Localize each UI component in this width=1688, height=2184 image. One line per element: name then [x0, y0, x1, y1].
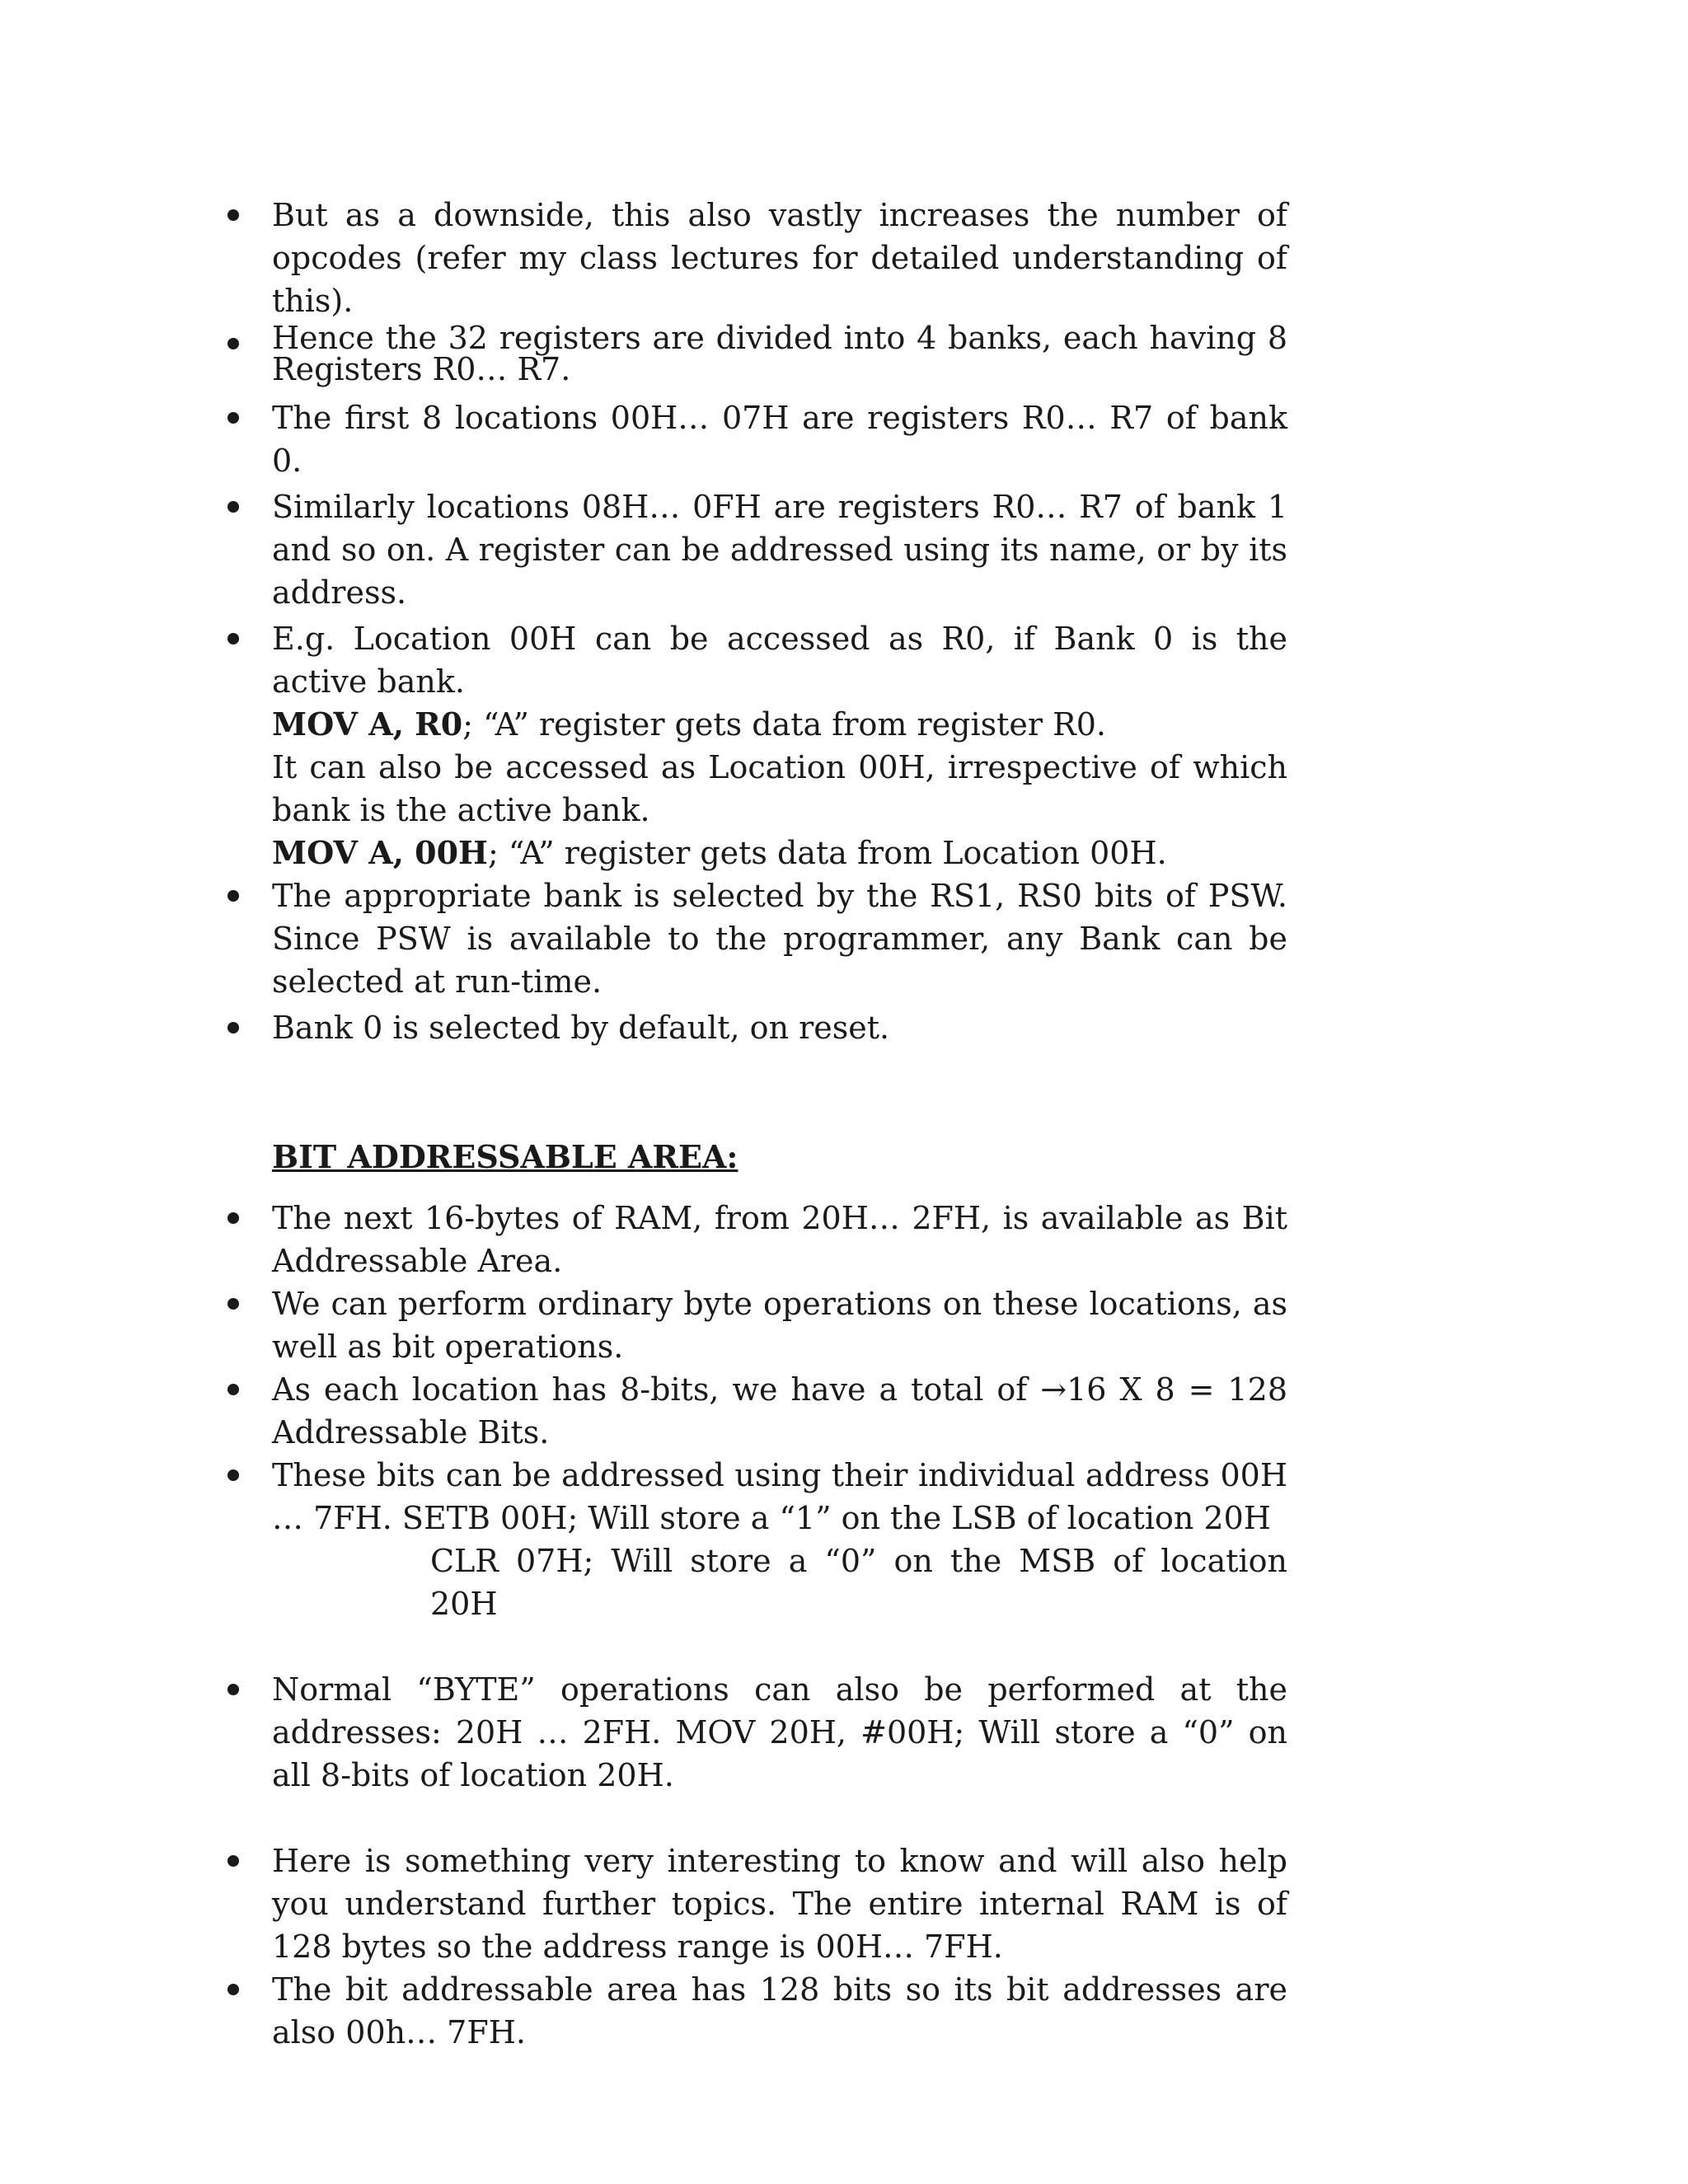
bullet-icon	[227, 1212, 239, 1224]
list-item: The first 8 locations 00H… 07H are registers R0… R7 of bank 0.	[224, 396, 1287, 482]
document-body	[224, 194, 1287, 2054]
list-item: Similarly locations 08H… 0FH are registers R0… R7 of bank 1 and so on. A register can be addressed using its name, or by its address.	[224, 485, 1287, 614]
section-heading: BIT ADDRESSABLE AREA:	[272, 1138, 738, 1175]
list-item: We can perform ordinary byte operations on these locations, as well as bit operations.	[224, 1282, 1287, 1368]
list-item: The appropriate bank is selected by the RS1, RS0 bits of PSW. Since PSW is available to the programmer, any Bank can be selected at run-time.	[224, 874, 1287, 1003]
bullet-icon	[227, 1984, 239, 1995]
bullet-icon	[227, 501, 239, 513]
bullet-icon	[227, 633, 239, 644]
list-item: But as a downside, this also vastly increases the number of opcodes (refer my class lectures for detailed understanding of this).	[224, 194, 1287, 322]
bullet-icon	[227, 890, 239, 902]
list-item: Normal “BYTE” operations can also be performed at the addresses: 20H … 2FH. MOV 20H, #00H; Will store a “0” on all 8-bits of location 20H.	[224, 1668, 1287, 1797]
list-item: Bank 0 is selected by default, on reset.	[224, 1006, 1287, 1049]
code-example: MOV A, 00H; “A” register gets data from Location 00H.	[272, 834, 1167, 871]
arrow-right-icon: →	[1040, 1371, 1067, 1408]
bit-addressable-list	[224, 1197, 1287, 1625]
list-item: Hence the 32 registers are divided into 4 banks, each having 8 Registers R0… R7.	[224, 322, 1287, 385]
list-item: Here is something very interesting to know and will also help you understand further topics. The entire internal RAM is of 128 bytes so the address range is 00H… 7FH.	[224, 1840, 1287, 1968]
bullet-icon	[227, 412, 239, 424]
register-banks-list	[224, 194, 1287, 1049]
bullet-icon	[227, 1298, 239, 1310]
code-example: MOV A, R0; “A” register gets data from register R0.	[272, 705, 1106, 743]
address-range-list	[224, 1840, 1287, 2054]
bullet-icon	[227, 1384, 239, 1395]
list-item: The bit addressable area has 128 bits so its bit addresses are also 00h… 7FH.	[224, 1968, 1287, 2054]
list-item: As each location has 8-bits, we have a total of →16 X 8 = 128 Addressable Bits.	[224, 1368, 1287, 1454]
bullet-icon	[227, 1022, 239, 1033]
bullet-icon	[227, 1684, 239, 1695]
bullet-icon	[227, 1855, 239, 1867]
list-item: E.g. Location 00H can be accessed as R0, if Bank 0 is the active bank. MOV A, R0; “A” register gets data from register R0. It can also be accessed as Location 00H, irrespective of which bank is the active bank. MOV A, 00H; “A” register gets data from Location 00H.	[224, 617, 1287, 874]
list-item: The next 16-bytes of RAM, from 20H… 2FH, is available as Bit Addressable Area.	[224, 1197, 1287, 1282]
bullet-icon	[227, 209, 239, 221]
byte-operations-list	[224, 1668, 1287, 1797]
list-item: These bits can be addressed using their individual address 00H … 7FH. SETB 00H; Will store a “1” on the LSB of location 20H CLR 07H; Will store a “0” on the MSB of location 20H	[224, 1454, 1287, 1625]
bullet-icon	[227, 1469, 239, 1481]
bullet-icon	[227, 338, 239, 349]
